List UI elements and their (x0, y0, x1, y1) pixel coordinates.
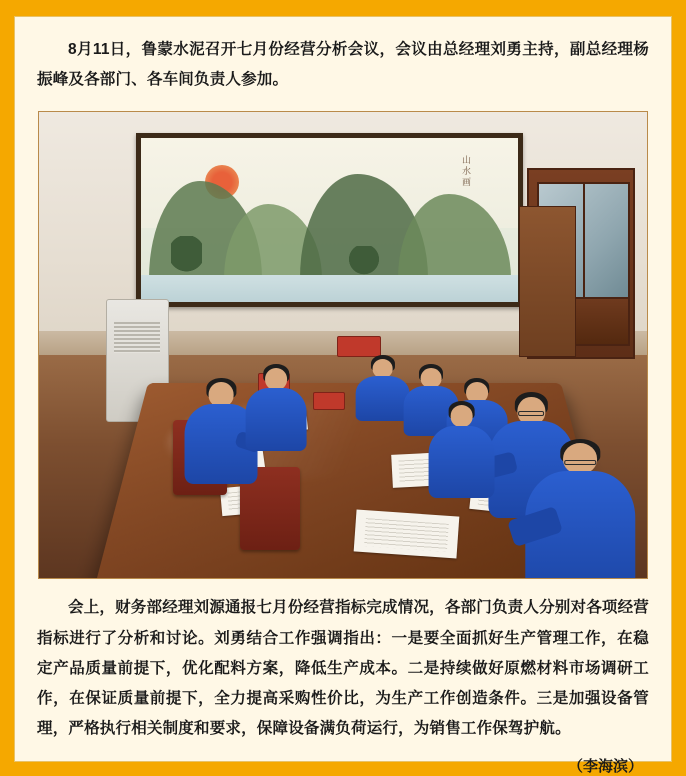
author-caption: （李海滨） (567, 757, 643, 775)
table-nameplate (313, 392, 345, 410)
document-inner-panel (14, 16, 672, 775)
body-paragraph: 会上，财务部经理刘源通报七月份经营指标完成情况，各部门负责人分别对各项经营指标进行了分析和讨论。刘勇结合工作强调指出：一是要全面抓好生产管理工作，在稳定产品质量前提下，优化配料方案，降低生产成本。二是持续做好原燃材料市场调研工作，在保证质量前提下，全力提高采购性价比，为生产工作创造条件。三是加强设备管理，严格执行相关制度和要求，保障设备满负荷运行，为销售工作保驾护航。 (37, 599, 649, 738)
lead-paragraph: 8月11日，鲁蒙水泥召开七月份经营分析会议，会议由总经理刘勇主持，副总经理杨振峰及各部门、各车间负责人参加。 (37, 41, 649, 89)
painting-tree (349, 246, 379, 279)
landscape-painting-icon (136, 133, 523, 306)
person-seated (355, 355, 410, 420)
body-text-block (37, 593, 649, 775)
painting-title-text: 山水画 (460, 154, 471, 188)
paper-document (354, 510, 460, 559)
photo-container (37, 111, 649, 579)
table-nameplate (337, 336, 382, 357)
person-seated (246, 364, 307, 448)
person-seated (428, 401, 495, 494)
room-door (519, 206, 576, 357)
person-seated-foreground (525, 439, 634, 580)
painting-water (141, 275, 518, 301)
meeting-photo (38, 111, 648, 579)
painting-tree (171, 236, 201, 278)
